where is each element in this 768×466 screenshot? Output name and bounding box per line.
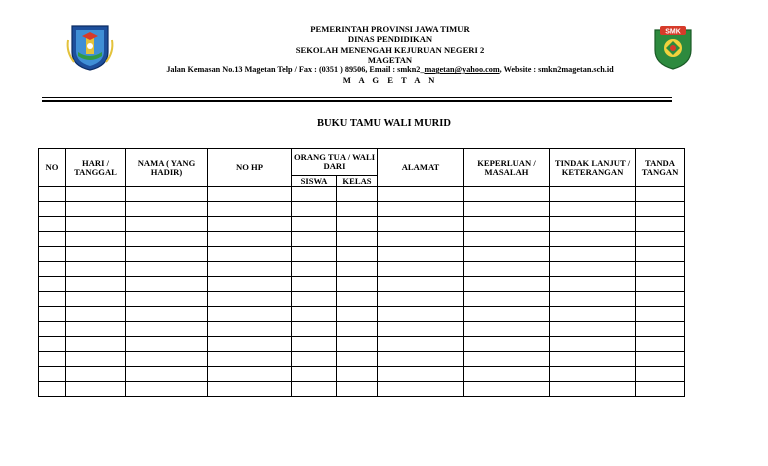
entry-cell[interactable] — [378, 232, 464, 247]
entry-cell[interactable] — [378, 262, 464, 277]
entry-cell[interactable] — [464, 292, 550, 307]
col-header-student: SISWA — [292, 176, 337, 187]
entry-cell[interactable] — [208, 322, 292, 337]
letterhead-department: DINAS PENDIDIKAN — [347, 34, 433, 45]
entry-cell[interactable] — [550, 367, 636, 382]
table-row — [39, 247, 685, 262]
table-row — [39, 217, 685, 232]
entry-cell[interactable] — [292, 217, 337, 232]
entry-cell[interactable] — [66, 352, 126, 367]
entry-cell[interactable] — [66, 337, 126, 352]
entry-cell[interactable] — [337, 247, 378, 262]
entry-cell[interactable] — [292, 352, 337, 367]
table-row — [39, 262, 685, 277]
entry-cell[interactable] — [550, 232, 636, 247]
entry-cell[interactable] — [550, 337, 636, 352]
entry-cell[interactable] — [337, 352, 378, 367]
entry-cell[interactable] — [126, 352, 208, 367]
entry-cell[interactable] — [464, 382, 550, 397]
entry-cell[interactable] — [66, 247, 126, 262]
entry-cell[interactable] — [126, 307, 208, 322]
letterhead-city: MAGETAN — [367, 54, 413, 65]
entry-cell[interactable] — [39, 232, 66, 247]
entry-cell[interactable] — [126, 277, 208, 292]
entry-cell[interactable] — [208, 382, 292, 397]
table-row — [39, 277, 685, 292]
entry-cell[interactable] — [337, 292, 378, 307]
entry-cell[interactable] — [126, 187, 208, 202]
entry-cell[interactable] — [464, 217, 550, 232]
letterhead-school: SEKOLAH MENENGAH KEJURUAN NEGERI 2 — [295, 44, 485, 55]
entry-cell[interactable] — [464, 322, 550, 337]
table-row — [39, 352, 685, 367]
table-row — [39, 202, 685, 217]
letterhead — [120, 24, 660, 86]
entry-cell[interactable] — [636, 382, 685, 397]
table-row — [39, 187, 685, 202]
table-row — [39, 307, 685, 322]
entry-cell[interactable] — [636, 337, 685, 352]
col-header-follow-up: TINDAK LANJUT / KETERANGAN — [550, 149, 636, 187]
entry-cell[interactable] — [378, 292, 464, 307]
entry-cell[interactable] — [464, 187, 550, 202]
header-rule-thin — [42, 97, 672, 98]
email-link[interactable]: magetan@yahoo.com — [424, 65, 500, 75]
entry-cell[interactable] — [378, 307, 464, 322]
letterhead-address — [120, 65, 660, 75]
entry-cell[interactable] — [464, 367, 550, 382]
entry-cell[interactable] — [39, 217, 66, 232]
entry-cell[interactable] — [39, 247, 66, 262]
entry-cell[interactable] — [636, 307, 685, 322]
entry-cell[interactable] — [66, 277, 126, 292]
entry-cell[interactable] — [126, 217, 208, 232]
entry-cell[interactable] — [636, 292, 685, 307]
col-header-purpose: KEPERLUAN / MASALAH — [464, 149, 550, 187]
entry-cell[interactable] — [378, 367, 464, 382]
col-header-phone: NO HP — [208, 149, 292, 187]
entry-cell[interactable] — [39, 262, 66, 277]
entry-cell[interactable] — [636, 352, 685, 367]
entry-cell[interactable] — [292, 247, 337, 262]
entry-cell[interactable] — [464, 307, 550, 322]
entry-cell[interactable] — [550, 307, 636, 322]
entry-cell[interactable] — [378, 247, 464, 262]
entry-cell[interactable] — [126, 247, 208, 262]
entry-cell[interactable] — [66, 187, 126, 202]
table-row — [39, 232, 685, 247]
entry-cell[interactable] — [337, 322, 378, 337]
entry-cell[interactable] — [292, 262, 337, 277]
entry-cell[interactable] — [464, 337, 550, 352]
entry-cell[interactable] — [126, 382, 208, 397]
entry-cell[interactable] — [464, 247, 550, 262]
entry-cell[interactable] — [39, 187, 66, 202]
entry-cell[interactable] — [39, 337, 66, 352]
entry-cell[interactable] — [464, 232, 550, 247]
entry-cell[interactable] — [550, 217, 636, 232]
table-row — [39, 322, 685, 337]
entry-cell[interactable] — [636, 247, 685, 262]
entry-cell[interactable] — [378, 337, 464, 352]
entry-cell[interactable] — [378, 382, 464, 397]
entry-cell[interactable] — [337, 367, 378, 382]
entry-cell[interactable] — [337, 217, 378, 232]
entry-cell[interactable] — [378, 217, 464, 232]
entry-cell[interactable] — [208, 352, 292, 367]
letterhead-government: PEMERINTAH PROVINSI JAWA TIMUR — [310, 24, 470, 34]
col-header-no: NO — [39, 149, 66, 187]
letterhead-city-spaced: M A G E T A N — [342, 75, 438, 86]
entry-cell[interactable] — [66, 382, 126, 397]
entry-cell[interactable] — [636, 187, 685, 202]
entry-cell[interactable] — [337, 202, 378, 217]
table-row — [39, 367, 685, 382]
entry-cell[interactable] — [550, 352, 636, 367]
entry-cell[interactable] — [464, 277, 550, 292]
col-header-class: KELAS — [337, 176, 378, 187]
entry-cell[interactable] — [66, 217, 126, 232]
entry-cell[interactable] — [337, 277, 378, 292]
entry-cell[interactable] — [636, 322, 685, 337]
entry-cell[interactable] — [464, 352, 550, 367]
col-header-parent: ORANG TUA / WALI DARI — [292, 149, 378, 176]
entry-cell[interactable] — [39, 202, 66, 217]
entry-cell[interactable] — [464, 262, 550, 277]
entry-cell[interactable] — [66, 367, 126, 382]
entry-cell[interactable] — [636, 262, 685, 277]
entry-cell[interactable] — [39, 307, 66, 322]
table-row — [39, 382, 685, 397]
entry-cell[interactable] — [378, 322, 464, 337]
entry-cell[interactable] — [126, 262, 208, 277]
entry-cell[interactable] — [464, 202, 550, 217]
entry-cell[interactable] — [337, 232, 378, 247]
entry-cell[interactable] — [292, 337, 337, 352]
entry-cell[interactable] — [126, 232, 208, 247]
entry-cell[interactable] — [337, 382, 378, 397]
col-header-address: ALAMAT — [378, 149, 464, 187]
entry-cell[interactable] — [208, 232, 292, 247]
entry-cell[interactable] — [292, 292, 337, 307]
entry-cell[interactable] — [39, 277, 66, 292]
svg-text:SMK: SMK — [665, 28, 681, 36]
entry-cell[interactable] — [292, 382, 337, 397]
entry-cell[interactable] — [550, 322, 636, 337]
col-header-signature: TANDA TANGAN — [636, 149, 685, 187]
east-java-crest-logo — [64, 22, 116, 72]
entry-cell[interactable] — [208, 307, 292, 322]
entry-cell[interactable] — [208, 202, 292, 217]
entry-cell[interactable] — [292, 322, 337, 337]
entry-cell[interactable] — [550, 292, 636, 307]
entry-cell[interactable] — [378, 187, 464, 202]
entry-cell[interactable] — [292, 307, 337, 322]
entry-cell[interactable] — [550, 202, 636, 217]
entry-cell[interactable] — [126, 322, 208, 337]
entry-cell[interactable] — [550, 247, 636, 262]
guest-entries — [39, 187, 685, 397]
col-header-day-date: HARI / TANGGAL — [66, 149, 126, 187]
entry-cell[interactable] — [378, 277, 464, 292]
entry-cell[interactable] — [636, 367, 685, 382]
entry-cell[interactable] — [208, 337, 292, 352]
entry-cell[interactable] — [337, 262, 378, 277]
entry-cell[interactable] — [208, 292, 292, 307]
entry-cell[interactable] — [126, 337, 208, 352]
entry-cell[interactable] — [550, 382, 636, 397]
entry-cell[interactable] — [66, 292, 126, 307]
entry-cell[interactable] — [337, 307, 378, 322]
entry-cell[interactable] — [39, 322, 66, 337]
entry-cell[interactable] — [208, 367, 292, 382]
entry-cell[interactable] — [126, 367, 208, 382]
address-text: Jalan Kemasan No.13 Magetan Telp / Fax : (0351 ) 89506, Email : smkn2_ — [166, 65, 425, 75]
entry-cell[interactable] — [337, 337, 378, 352]
entry-cell[interactable] — [292, 232, 337, 247]
entry-cell[interactable] — [292, 187, 337, 202]
guest-book-table — [38, 148, 685, 397]
entry-cell[interactable] — [378, 352, 464, 367]
entry-cell[interactable] — [39, 352, 66, 367]
entry-cell[interactable] — [208, 262, 292, 277]
entry-cell[interactable] — [39, 382, 66, 397]
entry-cell[interactable] — [66, 322, 126, 337]
entry-cell[interactable] — [208, 217, 292, 232]
website-text: , Website : smkn2magetan.sch.id — [499, 65, 614, 75]
entry-cell[interactable] — [39, 367, 66, 382]
entry-cell[interactable] — [636, 232, 685, 247]
entry-cell[interactable] — [66, 307, 126, 322]
entry-cell[interactable] — [636, 277, 685, 292]
entry-cell[interactable] — [636, 217, 685, 232]
entry-cell[interactable] — [550, 277, 636, 292]
entry-cell[interactable] — [550, 187, 636, 202]
entry-cell[interactable] — [292, 277, 337, 292]
document-title: BUKU TAMU WALI MURID — [317, 118, 451, 129]
table-row — [39, 292, 685, 307]
entry-cell[interactable] — [126, 202, 208, 217]
entry-cell[interactable] — [636, 202, 685, 217]
entry-cell[interactable] — [39, 292, 66, 307]
entry-cell[interactable] — [337, 187, 378, 202]
entry-cell[interactable] — [208, 277, 292, 292]
col-header-name: NAMA ( YANG HADIR) — [126, 149, 208, 187]
entry-cell[interactable] — [126, 292, 208, 307]
entry-cell[interactable] — [378, 202, 464, 217]
entry-cell[interactable] — [208, 247, 292, 262]
entry-cell[interactable] — [208, 187, 292, 202]
table-row — [39, 337, 685, 352]
entry-cell[interactable] — [550, 262, 636, 277]
entry-cell[interactable] — [66, 202, 126, 217]
entry-cell[interactable] — [292, 202, 337, 217]
header-rule-thick — [42, 100, 672, 102]
entry-cell[interactable] — [292, 367, 337, 382]
entry-cell[interactable] — [66, 262, 126, 277]
entry-cell[interactable] — [66, 232, 126, 247]
